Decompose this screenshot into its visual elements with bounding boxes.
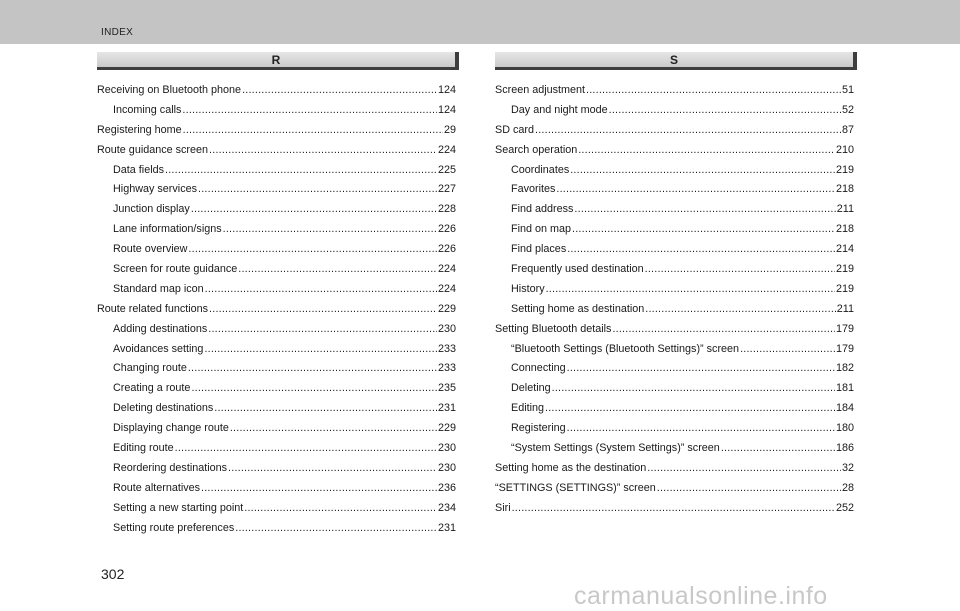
index-entry [495, 479, 854, 499]
index-entry [495, 180, 854, 200]
dot-leader [645, 260, 835, 280]
dot-leader [647, 459, 841, 479]
index-entry-page: 52 [841, 103, 854, 116]
index-entry-page: 230 [437, 461, 456, 474]
index-entry-page: 233 [437, 362, 456, 375]
index-entry-title: Setting home as the destination [495, 461, 647, 474]
header-bar [0, 0, 960, 44]
index-entry-page: 252 [835, 501, 854, 514]
index-entry-page: 179 [835, 342, 854, 355]
index-entry-page: 230 [437, 442, 456, 455]
dot-leader [609, 101, 841, 121]
index-entry-page: 229 [437, 422, 456, 435]
index-entry-page: 228 [437, 203, 456, 216]
index-entry [495, 379, 854, 399]
index-entry-title: Adding destinations [113, 322, 208, 335]
index-entry-page: 236 [437, 481, 456, 494]
index-entry-title: “SETTINGS (SETTINGS)” screen [495, 481, 656, 494]
dot-leader [740, 340, 835, 360]
index-entry-title: Screen adjustment [495, 84, 586, 96]
index-entry-page: 233 [437, 342, 456, 355]
index-entry-page: 181 [835, 382, 854, 395]
index-entry-title: Displaying change route [113, 422, 229, 435]
index-entry-page: 124 [437, 103, 456, 116]
section-header-r [97, 52, 459, 70]
dot-leader [204, 340, 437, 360]
index-entry [495, 419, 854, 439]
index-entry-page: 224 [437, 143, 456, 156]
index-entry [495, 161, 854, 181]
index-entry-title: Reordering destinations [113, 461, 228, 474]
dot-leader [205, 280, 437, 300]
index-entry-page: 226 [437, 223, 456, 236]
index-entry-title: Route alternatives [113, 481, 201, 494]
dot-leader [242, 81, 437, 101]
index-entry-page: 124 [437, 84, 456, 96]
index-entry [495, 359, 854, 379]
index-entry-title: Avoidances setting [113, 342, 204, 355]
index-entry [97, 399, 456, 419]
dot-leader [165, 161, 437, 181]
index-entry-title: Editing route [113, 442, 174, 455]
index-entry-page: 184 [835, 402, 854, 415]
index-entry-page: 230 [437, 322, 456, 335]
index-entry-page: 179 [835, 322, 854, 335]
index-entry-page: 51 [841, 84, 854, 96]
dot-leader [175, 439, 437, 459]
dot-leader [188, 359, 437, 379]
index-entry-title: Connecting [511, 362, 566, 375]
dot-leader [238, 260, 437, 280]
index-entry [97, 81, 456, 101]
index-entry-page: 219 [835, 282, 854, 295]
index-entry-title: Lane information/signs [113, 223, 222, 236]
index-entry [495, 260, 854, 280]
index-entry [495, 300, 854, 320]
index-entry-page: 224 [437, 263, 456, 276]
dot-leader [552, 379, 835, 399]
index-entry-page: 211 [836, 203, 854, 216]
dot-leader [657, 479, 841, 499]
index-entry [97, 419, 456, 439]
index-entry-title: Deleting [511, 382, 551, 395]
index-entry-title: Setting home as destination [511, 302, 645, 315]
index-entry-title: Junction display [113, 203, 190, 216]
index-entry-page: 219 [835, 263, 854, 276]
index-entry-page: 29 [443, 123, 456, 136]
index-entry-title: Highway services [113, 183, 198, 196]
index-entry-title: Find address [511, 203, 574, 216]
index-entry [495, 200, 854, 220]
header-title: INDEX [101, 27, 134, 38]
index-entry-title: Creating a route [113, 382, 191, 395]
index-entry [97, 359, 456, 379]
dot-leader [235, 519, 437, 539]
index-entry [97, 121, 456, 141]
index-entry-title: Registering [511, 422, 566, 435]
index-entry-page: 219 [835, 163, 854, 176]
index-entry-title: Receiving on Bluetooth phone [97, 84, 242, 96]
section-letter-s: S [669, 53, 678, 67]
dot-leader [188, 240, 437, 260]
index-entry-title: Coordinates [511, 163, 570, 176]
index-entry [495, 220, 854, 240]
index-entry-title: Setting a new starting point [113, 501, 244, 514]
index-entry [97, 379, 456, 399]
index-column-right [495, 81, 854, 519]
dot-leader [512, 499, 835, 519]
index-entry-title: Day and night mode [511, 103, 608, 116]
dot-leader [191, 200, 437, 220]
index-entry-page: 28 [841, 481, 854, 494]
dot-leader [578, 141, 835, 161]
dot-leader [574, 200, 835, 220]
index-entry [495, 399, 854, 419]
dot-leader [230, 419, 437, 439]
index-entry-page: 218 [835, 223, 854, 236]
index-entry-title: Frequently used destination [511, 263, 644, 276]
index-entry [495, 439, 854, 459]
index-entry [495, 280, 854, 300]
index-entry-title: Siri [495, 501, 511, 514]
index-entry-page: 32 [841, 461, 854, 474]
index-entry [97, 499, 456, 519]
index-entry [97, 101, 456, 121]
index-entry-title: Data fields [113, 163, 165, 176]
index-entry-title: Route guidance screen [97, 143, 209, 156]
index-entry-page: 231 [437, 521, 456, 534]
index-entry [97, 220, 456, 240]
watermark: carmanualsonline.info [574, 582, 828, 610]
index-entry [97, 180, 456, 200]
index-entry [495, 240, 854, 260]
index-entry-title: Favorites [511, 183, 556, 196]
index-entry-page: 180 [835, 422, 854, 435]
dot-leader [567, 240, 835, 260]
index-entry-title: Route overview [113, 243, 188, 256]
dot-leader [645, 300, 836, 320]
index-entry-page: 186 [835, 442, 854, 455]
index-entry-page: 226 [437, 243, 456, 256]
index-entry-title: Incoming calls [113, 103, 182, 116]
index-entry-title: Setting route preferences [113, 521, 235, 534]
index-entry [97, 300, 456, 320]
index-entry-title: Screen for route guidance [113, 263, 238, 276]
section-header-s [495, 52, 857, 70]
dot-leader [535, 121, 841, 141]
index-entry [495, 121, 854, 141]
index-entry-page: 231 [437, 402, 456, 415]
index-entry [495, 101, 854, 121]
index-entry [495, 340, 854, 360]
index-entry-title: Setting Bluetooth details [495, 322, 612, 335]
dot-leader [586, 81, 841, 101]
index-entry-page: 218 [835, 183, 854, 196]
index-entry-title: Changing route [113, 362, 187, 375]
dot-leader [567, 359, 835, 379]
index-entry [495, 459, 854, 479]
index-entry [495, 499, 854, 519]
index-entry-page: 234 [437, 501, 456, 514]
dot-leader [545, 399, 835, 419]
dot-leader [209, 300, 437, 320]
page-number: 302 [101, 566, 125, 582]
dot-leader [228, 459, 437, 479]
index-entry-title: Registering home [97, 123, 182, 136]
dot-leader [570, 161, 835, 181]
index-entry-page: 235 [437, 382, 456, 395]
dot-leader [198, 180, 437, 200]
index-entry-page: 225 [437, 163, 456, 176]
dot-leader [721, 439, 835, 459]
dot-leader [183, 121, 443, 141]
dot-leader [223, 220, 437, 240]
index-entry-title: Search operation [495, 143, 578, 156]
index-entry-page: 210 [835, 143, 854, 156]
index-entry [97, 439, 456, 459]
index-entry-page: 229 [437, 302, 456, 315]
dot-leader [612, 320, 835, 340]
index-entry [495, 320, 854, 340]
index-entry [495, 81, 854, 101]
dot-leader [244, 499, 437, 519]
section-letter-r: R [271, 53, 281, 67]
index-entry [97, 340, 456, 360]
index-entry-title: “System Settings (System Settings)” screen [511, 442, 720, 455]
dot-leader [209, 141, 437, 161]
index-entry [97, 479, 456, 499]
index-entry-title: Route related functions [97, 302, 209, 315]
index-entry-title: SD card [495, 123, 535, 136]
index-entry-title: History [511, 282, 545, 295]
index-entry [495, 141, 854, 161]
index-entry [97, 459, 456, 479]
index-entry [97, 240, 456, 260]
index-entry [97, 280, 456, 300]
index-entry-title: Standard map icon [113, 282, 204, 295]
index-entry-title: Find places [511, 243, 567, 256]
index-entry-page: 182 [835, 362, 854, 375]
index-entry-page: 224 [437, 282, 456, 295]
index-entry-title: “Bluetooth Settings (Bluetooth Settings)” screen [511, 342, 740, 355]
index-entry-title: Find on map [511, 223, 572, 236]
dot-leader [191, 379, 437, 399]
index-entry [97, 260, 456, 280]
dot-leader [201, 479, 437, 499]
dot-leader [214, 399, 437, 419]
index-entry-page: 87 [841, 123, 854, 136]
index-entry [97, 161, 456, 181]
dot-leader [182, 101, 437, 121]
index-entry-title: Editing [511, 402, 545, 415]
dot-leader [208, 320, 437, 340]
index-column-left [97, 81, 456, 538]
index-entry-page: 214 [835, 243, 854, 256]
dot-leader [556, 180, 835, 200]
index-entry [97, 200, 456, 220]
index-entry [97, 320, 456, 340]
index-entry-page: 211 [836, 302, 854, 315]
index-entry-page: 227 [437, 183, 456, 196]
dot-leader [572, 220, 835, 240]
index-entry-title: Deleting destinations [113, 402, 214, 415]
dot-leader [567, 419, 835, 439]
dot-leader [546, 280, 835, 300]
index-entry [97, 141, 456, 161]
index-entry [97, 519, 456, 539]
